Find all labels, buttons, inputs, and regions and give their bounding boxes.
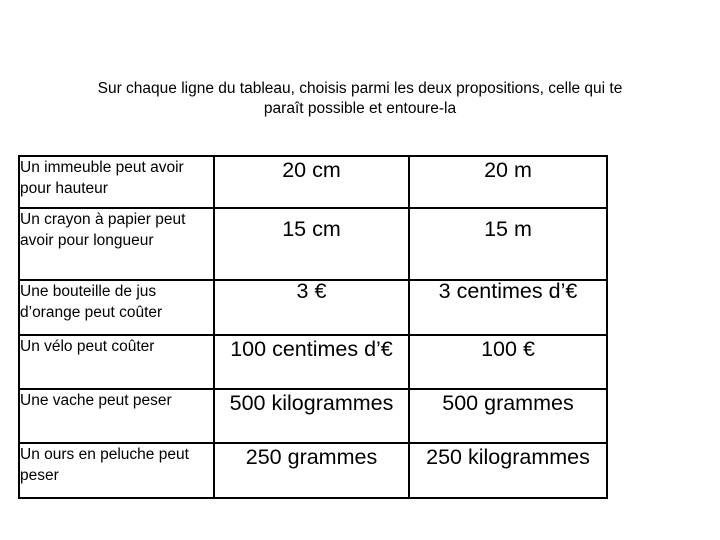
row-description: Un crayon à papier peut avoir pour longueur — [19, 208, 214, 280]
option-1[interactable]: 15 cm — [214, 208, 409, 280]
row-description: Un ours en peluche peut peser — [19, 443, 214, 498]
table-row — [19, 280, 607, 335]
table-row — [19, 335, 607, 389]
option-2-text: 3 centimes d’€ — [438, 279, 578, 303]
table-row — [19, 208, 607, 280]
option-2[interactable] — [409, 280, 607, 335]
option-1[interactable]: 500 kilogrammes — [214, 389, 409, 443]
instruction-line-1: Sur chaque ligne du tableau, choisis parmi les deux propositions, celle qui te — [97, 80, 623, 97]
row-description: Une vache peut peser — [19, 389, 214, 443]
option-1[interactable]: 20 cm — [214, 156, 409, 208]
option-1[interactable] — [214, 280, 409, 335]
choices-table — [18, 155, 608, 499]
row-description: Un immeuble peut avoir pour hauteur — [19, 156, 214, 208]
option-2[interactable]: 20 m — [409, 156, 607, 208]
option-1[interactable]: 100 centimes d’€ — [214, 335, 409, 389]
option-1-text: 3 € — [296, 279, 327, 303]
option-2[interactable]: 100 € — [409, 335, 607, 389]
option-1[interactable]: 250 grammes — [214, 443, 409, 498]
option-2[interactable]: 15 m — [409, 208, 607, 280]
option-2[interactable]: 250 kilogrammes — [409, 443, 607, 498]
instruction-text — [40, 79, 680, 119]
row-description: Un vélo peut coûter — [19, 335, 214, 389]
table-row — [19, 389, 607, 443]
row-description: Une bouteille de jus d’orange peut coûter — [19, 280, 214, 335]
table-row — [19, 443, 607, 498]
option-2[interactable]: 500 grammes — [409, 389, 607, 443]
instruction-line-2: paraît possible et entoure-la — [263, 100, 457, 117]
table-row — [19, 156, 607, 208]
